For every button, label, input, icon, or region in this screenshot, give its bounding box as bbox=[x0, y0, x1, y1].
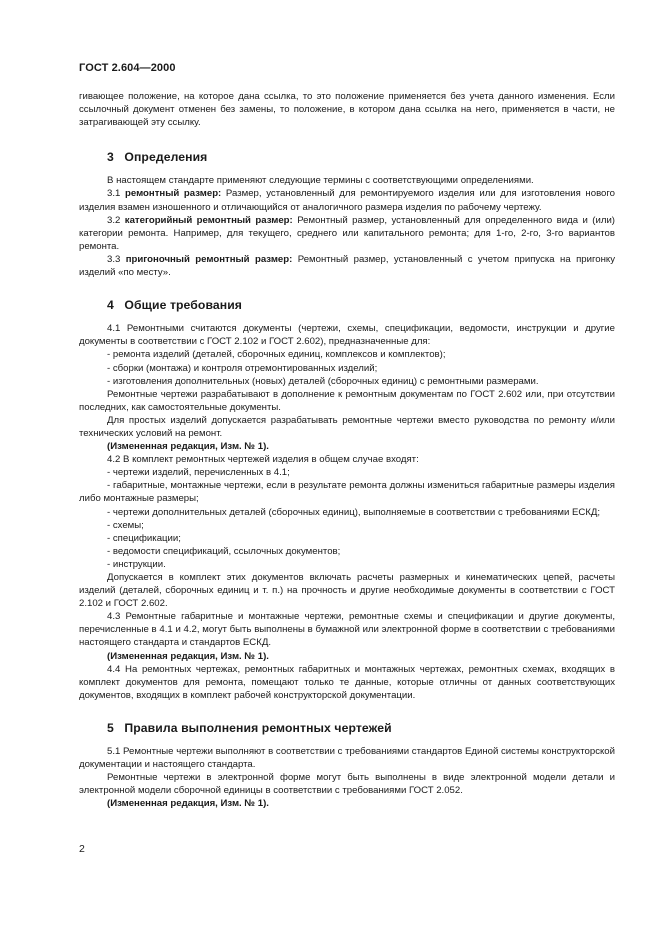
definition-term: категорийный ремонтный размер: bbox=[124, 214, 293, 226]
paragraph-5-1: 5.1 Ремонтные чертежи выполняют в соответствии с требованиями стандартов Единой системы конструкторской документации и настоящего стандарта. bbox=[79, 746, 615, 771]
list-item: - чертежи изделий, перечисленных в 4.1; bbox=[107, 467, 290, 479]
list-item: - сборки (монтажа) и контроля отремонтированных изделий; bbox=[107, 362, 378, 374]
intro-continuation: гивающее положение, на которое дана ссылка, то это положение применяется без учета данного изменения. Если ссылочный документ отменен без замены, то положение, в котором дана ссылка на него, применяется в части, не затрагивающей эту ссылку. bbox=[79, 91, 615, 129]
definition-term: пригоночный ремонтный размер: bbox=[125, 253, 293, 265]
paragraph-4-2: 4.2 В комплект ремонтных чертежей изделия в общем случае входят: bbox=[107, 454, 419, 466]
definition-term: ремонтный размер: bbox=[125, 188, 222, 200]
section-4-title: Общие требования bbox=[124, 298, 243, 313]
section-5-number: 5 bbox=[107, 720, 114, 735]
list-item: - габаритные, монтажные чертежи, если в результате ремонта должны измениться габаритные размеры изделия либо монтажные размеры; bbox=[79, 480, 615, 505]
list-item: - изготовления дополнительных (новых) деталей (сборочных единиц) с ремонтными размерами. bbox=[107, 375, 539, 387]
document-body bbox=[79, 90, 615, 811]
paragraph-4-3: 4.3 Ремонтные габаритные и монтажные чертежи, ремонтные схемы и спецификации и другие документы, перечисленные в 4.1 и 4.2, могут быть выполнены в бумажной или электронной форме в соответствии с требованиями настоящего стандарта и стандартов ЕСКД. bbox=[79, 611, 615, 649]
definition-number: 3.1 bbox=[107, 188, 121, 200]
paragraph-4-2-b: Допускается в комплект этих документов включать расчеты размерных и кинематических цепей, расчеты изделий (деталей, сборочных единиц и т. п.) на прочность и другие необходимые документы в соответствии с ГОСТ 2.102 и ГОСТ 2.602. bbox=[79, 572, 615, 610]
definition-3-3 bbox=[79, 253, 615, 279]
paragraph-4-4: 4.4 На ремонтных чертежах, ремонтных габаритных и монтажных чертежах, ремонтных схемах, входящих в комплект документов для ремонта, помещают только те данные, которые отличны от данных соответствующих документов, входящих в комплект рабочей конструкторской документации. bbox=[79, 663, 615, 701]
paragraph-4-1-c: Для простых изделий допускается разрабатывать ремонтные чертежи вместо руководства по ремонту и/или технических условий на ремонт. bbox=[79, 414, 615, 439]
paragraph-5-1-b: Ремонтные чертежи в электронной форме могут быть выполнены в виде электронной модели детали и электронной модели сборочной единицы в соответствии с требованиями ГОСТ 2.052. bbox=[79, 772, 615, 797]
list-item: - спецификации; bbox=[107, 532, 181, 544]
section-5-title: Правила выполнения ремонтных чертежей bbox=[124, 720, 392, 735]
list-item: - ремонта изделий (деталей, сборочных единиц, комплексов и комплектов); bbox=[107, 349, 446, 361]
definition-text: Ремонтный размер, установленный с учетом припуска на пригонку изделий «по месту». bbox=[79, 253, 615, 279]
list-item: - инструкции. bbox=[107, 558, 166, 570]
definition-number: 3.2 bbox=[107, 214, 121, 226]
section-3-title: Определения bbox=[124, 150, 208, 165]
paragraph-4-1: 4.1 Ремонтными считаются документы (чертежи, схемы, спецификации, ведомости, инструкции и другие документы в соответствии с ГОСТ 2.102 и ГОСТ 2.602), предназначенные для: bbox=[79, 323, 615, 348]
list-item: - чертежи дополнительных деталей (сборочных единиц), выполняемые в соответствии с требованиями ЕСКД; bbox=[107, 506, 601, 518]
definition-3-2 bbox=[79, 214, 615, 253]
paragraph-4-1-b: Ремонтные чертежи разрабатывают в дополнение к ремонтным документам по ГОСТ 2.602 или, при отсутствии последних, как самостоятельные документы. bbox=[79, 388, 615, 413]
definition-text: Размер, установленный для ремонтируемого изделия или для изготовления нового изделия взамен изношенного и отличающийся от аналогичного размера изделия по рабочему чертежу. bbox=[79, 188, 616, 213]
amendment-note: (Измененная редакция, Изм. № 1). bbox=[107, 441, 269, 453]
definition-number: 3.3 bbox=[107, 253, 121, 265]
definition-3-1 bbox=[79, 187, 615, 213]
section-4-heading bbox=[107, 299, 615, 312]
page-number: 2 bbox=[79, 843, 85, 855]
section-3-intro: В настоящем стандарте применяют следующие термины с соответствующими определениями. bbox=[107, 175, 534, 187]
amendment-note: (Измененная редакция, Изм. № 1). bbox=[107, 798, 269, 810]
list-item: - ведомости спецификаций, ссылочных документов; bbox=[107, 545, 341, 557]
section-3-heading bbox=[107, 151, 615, 164]
document-header: ГОСТ 2.604—2000 bbox=[79, 62, 176, 74]
list-item: - схемы; bbox=[107, 519, 144, 531]
section-4-number: 4 bbox=[107, 298, 114, 313]
section-5-heading bbox=[107, 722, 615, 735]
amendment-note: (Измененная редакция, Изм. № 1). bbox=[107, 650, 269, 662]
definition-text: Ремонтный размер, установленный для определенного вида и (или) категории ремонта. Например, для текущего, среднего или капитального ремонта; для 1-го, 2-го, 3-го вариантов ремонта. bbox=[79, 214, 615, 252]
section-3-number: 3 bbox=[107, 150, 114, 165]
